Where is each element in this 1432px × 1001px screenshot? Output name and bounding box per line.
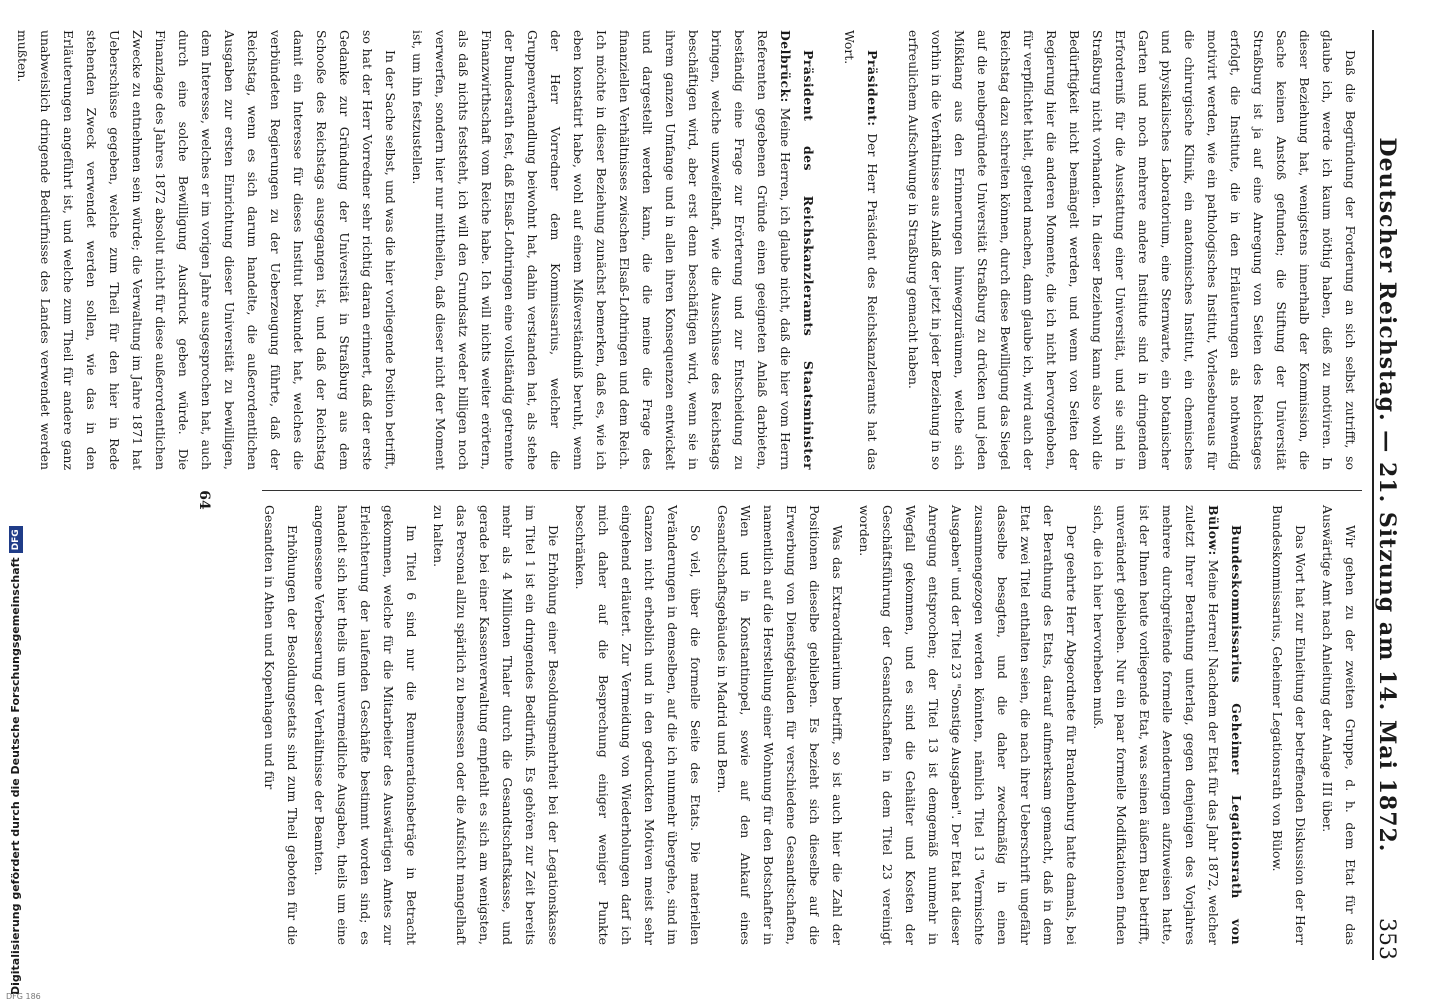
paragraph: Was das Extraordinarium betrifft, so ist auch hier die Zahl der Positionen dieselbe geblieben. Es bezieht sich dieselbe auf die Erwerbung von Dienstgebäuden für verschiedene Gesandtschaften, namentlich auf die Herstellung einer Wohnung für den Botschafter in Wien und in Konstantinopel, sowie auf den Ankauf eines Gesandtschaftsgebäudes in Madrid und Bern. xyxy=(715,505,845,945)
page-title: Deutscher Reichstag. — 21. Sitzung am 14. Mai 1872. xyxy=(1374,137,1400,853)
paragraph: Die Erhöhung einer Besoldungsmehrheit bei der Legationskasse im Titel 1 ist ein dringendes Bedürfniß. Es gehören zur Zeit bereits mehr als 4 Millionen Thaler durch die Gesandtschaftskasse, und gerade bei einer Kassenverwaltung empfiehlt es sich am wenigsten, das Personal allzu spärlich zu bemessen oder die Aufsicht mangelhaft zu halten. xyxy=(431,505,561,945)
page-header xyxy=(1372,30,1422,960)
signature-mark: 64 xyxy=(196,490,212,510)
paragraph: Daß die Begründung der Forderung an sich selbst zutrifft, so glaube ich, werde ich kaum nöthig haben, dieß zu motiviren. In dieser Beziehung hat, wenigstens innerhalb der Kommission, die Sache keinen Anstoß gefunden; die Stiftung der Universität Straßburg ist ja auf eine Anregung von Seiten des Reichstages erfolgt, die Institute, die in den Erläuterungen als nothwendig motivirt werden, wie ein pathologisches Institut, Vorlesebureaus für die chirurgische Klinik, ein anatomisches Institut, ein chemisches und physikalisches Laboratorium, eine Sternwarte, ein botanischer Garten und noch mehrere andere Institute sind in dringendem Erforderniß für die Ausstattung einer Universität, und sie sind in Straßburg nicht vorhanden. In dieser Beziehung kann also wohl die Bedürftigkeit nicht bemängelt werden, und wenn von Seiten der Regierung hier die anderen Momente, die ich nicht hervorgehoben, für verpflichtet hielt, geltend machen, dann glaube ich, wird auch der Reichstag dazu schreiten können, durch diese Bewilligung das Siegel auf die neubegründete Universität Straßburg zu drücken und jeden Mißklang aus den Erinnerungen hinwegzuräumen, welche sich vorhin in die Verhältnisse aus Anlaß der jetzt in jeder Beziehung in so erfreulichem Aufschwunge in Straßburg gemacht haben. xyxy=(906,30,1358,470)
paragraph: Erhöhungen der Besoldungsetats sind zum Theil geboten für die Gesandten in Athen und Kopenhagen und für xyxy=(262,505,300,945)
column-divider xyxy=(262,490,1362,491)
paragraph: Im Titel 6 sind nur die Remunerationsbeträge in Betracht gekommen, welche für die Mitarbeiter des Auswärtigen Amtes zur Erleichterung der laufenden Geschäfte bestimmt worden sind; es handelt sich hier theils um unvermeidliche Ausgaben, theils um eine angemessene Verbesserung der Verhältnisse der Beamten. xyxy=(312,505,419,945)
paragraph: So viel, über die formelle Seite des Etats. Die materiellen Veränderungen in demselben, auf die ich nunmehr übergehe, sind im Ganzen nicht erheblich und in den gedruckten Motiven meist sehr eingehend erläutert. Zur Vermeidung von Wiederholungen darf ich mich daher auf die Besprechung einiger weniger Punkte beschränken. xyxy=(573,505,703,945)
speaker-name: Bundeskommissarius Geheimer Legationsrath von Bülow: xyxy=(1206,505,1244,945)
paragraph: Wir gehen zu der zweiten Gruppe, d. h. dem Etat für das Auswärtige Amt nach Anleitung der Anlage III über. xyxy=(1320,505,1358,945)
paragraph: Das Wort hat zur Einleitung der betreffenden Diskussion der Herr Bundeskommissarius, Geheimer Legationsrath von Bülow. xyxy=(1270,505,1308,945)
paragraph xyxy=(1087,505,1248,945)
paragraph xyxy=(406,30,820,470)
speech-text: Meine Herren, ich glaube nicht, daß die hier vom Herrn Referenten gegebenen Gründe einen geeigneten Anlaß darbieten, beständig eine Frage zur Erörterung und zur Entscheidung zu bringen, welche unzweifelhaft, wie die Ausschüsse des Reichstags beschäftigen wird, aber erst denn beschäftigen wird, wenn sie in ihrem ganzen Umfange und in allen ihren Konsequenzen entwickelt und dargestellt werden kann, die die meine die Frage des finanziellen Verhältnisses zwischen Elsaß-Lothringen und dem Reich. Ich möchte in dieser Beziehung zunächst bemerken, daß es, wie ich eben konstatirt habe, wohl auf einem Mißverständniß beruht, wenn der Herr Vorredner dem Kommissarius, welcher die Gruppenverhandlung beiwohnt hat, dahin verstanden hat, als stehe der Bundesrath fest, daß Elsaß-Lothringen eine vollständig getrennte Finanzwirthschaft vom Reiche habe. Ich will nichts weiter erörtern, als daß nichts feststeht, ich will den Grundsatz weder billigen noch verwerfen, sondern hier nur mittheilen, daß dieser nicht der Moment ist, um ihn festzustellen. xyxy=(410,30,793,470)
paragraph: Der geehrte Herr Abgeordnete für Brandenburg hatte damals, bei der Berathung des Etats, darauf aufmerksam gemacht, daß in dem Etat zwei Titel enthalten seien, die nach ihrer Ueberschrift ungefähr dasselbe besagten, und die daher zweckmäßig in einen zusammengezogen werden könnten, nämlich Titel 13 "Vermischte Ausgaben" und der Titel 23 "Sonstige Ausgaben". Der Etat hat dieser Anregung entsprochen; der Titel 13 ist demgemäß nunmehr in Wegfall gekommen, und es sind die Gehälter und Kosten der Geschäftsführung der Gesandtschaften in dem Titel 23 vereinigt worden. xyxy=(857,505,1079,945)
credit-text: Digitalisierung gefördert durch die Deutsche Forschungsgemeinschaft xyxy=(9,557,22,995)
digitization-credit xyxy=(4,529,28,995)
dfg-logo-icon: DFG xyxy=(9,526,23,553)
speech-text: Meine Herren! Nachdem der Etat für das Jahr 1872, welcher zuletzt Ihrer Berathung unterlag, gegen denjenigen des Vorjahres mehrere durchgreifende formelle Aenderungen aufzuweisen hatte, ist der Ihnen heute vorliegende Etat, was seinen äußern Bau betrifft, unverändert geblieben. Nur ein paar formelle Modifikationen finden sich, die ich hier hervorheben muß. xyxy=(1091,505,1221,945)
speech-text: Der Herr Präsident des Reichskanzleramts hat das Wort. xyxy=(842,30,880,470)
speaker-name: Präsident: xyxy=(865,50,880,127)
right-column xyxy=(254,505,1362,945)
paragraph: In der Sache selbst, und was die hier vorliegende Position betrifft, so hat der Herr Vorredner sehr richtig daran erinnert, daß der erste Gedanke zur Gründung der Universität in Straßburg aus dem Schooße des Reichstags ausgegangen ist, und daß der Reichstag damit ein Interesse für dieses Institut bekundet hat, welches die verbündeten Regierungen zu der Ueberzeugung führte, daß der Reichstag, wenn es sich darum handelte, die außerordentlichen Ausgaben zur ersten Einrichtung dieser Universität zu bewilligen, dem Interesse, welches er im vorigen Jahre ausgesprochen hat, auch durch eine solche Bewilligung Ausdruck geben würde. Die Finanzlage des Jahres 1872 absolut nicht für diese außerordentlichen Zwecke zu entnehmen sein würde; die Verwaltung im Jahre 1871 hat Ueberschüsse gegeben, welche zum Theil für den hier in Rede stehenden Zweck verwendet werden sollen, wie das in den Erläuterungen angeführt ist, und welche zum Theil für andere ganz unabweislich dringende Bedürfnisse des Landes verwendet werden mußten. xyxy=(15,30,398,470)
scan-stamp: DFG 186 xyxy=(6,992,41,1001)
paragraph xyxy=(838,30,884,470)
page-number: 353 xyxy=(1374,918,1399,960)
speaker-name: Präsident des Reichskanzleramts Staatsminister Delbrück: xyxy=(778,30,816,470)
